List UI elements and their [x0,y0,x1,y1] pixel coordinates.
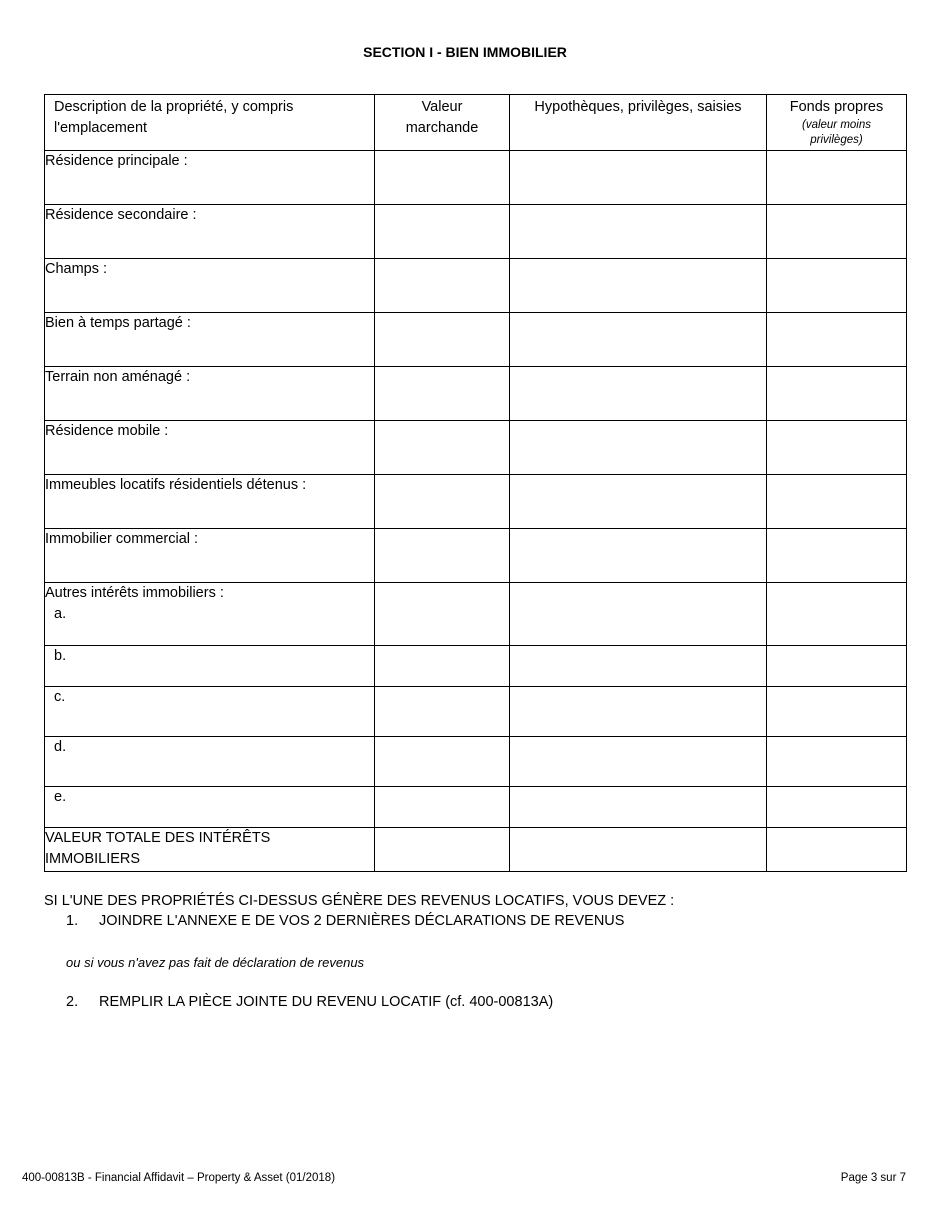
row-label: Résidence secondaire : [45,205,375,259]
table-row [45,259,907,313]
table-row-other-c [45,687,907,737]
equity-input[interactable] [767,583,907,646]
real-estate-table [44,94,907,872]
table-row-other-d [45,737,907,787]
rental-income-notice: SI L'UNE DES PROPRIÉTÉS CI-DESSUS GÉNÈRE DES REVENUS LOCATIFS, VOUS DEVEZ : [44,893,675,909]
market-value-input[interactable] [375,259,510,313]
table-row [45,421,907,475]
row-label: Résidence principale : [45,151,375,205]
instruction-text: JOINDRE L'ANNEXE E DE VOS 2 DERNIÈRES DÉCLARATIONS DE REVENUS [99,913,625,929]
market-value-input[interactable] [375,151,510,205]
page-number: Page 3 sur 7 [840,1172,906,1184]
liens-input[interactable] [510,787,767,828]
market-value-input[interactable] [375,421,510,475]
row-label: Bien à temps partagé : [45,313,375,367]
equity-input[interactable] [767,737,907,787]
instruction-text: REMPLIR LA PIÈCE JOINTE DU REVENU LOCATIF (cf. 400-00813A) [99,994,554,1010]
equity-input[interactable] [767,259,907,313]
header-description: Description de la propriété, y compris l'emplacement [45,95,375,151]
equity-input[interactable] [767,151,907,205]
equity-input[interactable] [767,646,907,687]
market-value-input[interactable] [375,737,510,787]
equity-input[interactable] [767,421,907,475]
liens-input[interactable] [510,529,767,583]
instruction-number: 2. [66,994,79,1010]
market-value-input[interactable] [375,205,510,259]
equity-input[interactable] [767,475,907,529]
liens-input[interactable] [510,421,767,475]
header-row [45,95,907,151]
equity-input[interactable] [767,687,907,737]
liens-input[interactable] [510,737,767,787]
table-row [45,151,907,205]
liens-input[interactable] [510,646,767,687]
table-row [45,205,907,259]
table-row [45,475,907,529]
total-equity-input[interactable] [767,828,907,872]
liens-input[interactable] [510,313,767,367]
row-label: Terrain non aménagé : [45,367,375,421]
liens-input[interactable] [510,259,767,313]
instruction-2 [66,994,553,1010]
table-row [45,313,907,367]
header-equity: Fonds propres (valeur moins privilèges) [767,95,907,151]
equity-input[interactable] [767,367,907,421]
instruction-number: 1. [66,913,79,929]
market-value-input[interactable] [375,787,510,828]
equity-input[interactable] [767,529,907,583]
equity-input[interactable] [767,787,907,828]
total-label: VALEUR TOTALE DES INTÉRÊTS IMMOBILIERS [45,828,375,872]
row-label: Immobilier commercial : [45,529,375,583]
equity-input[interactable] [767,313,907,367]
market-value-input[interactable] [375,529,510,583]
row-label: c. [45,687,375,737]
liens-input[interactable] [510,367,767,421]
liens-input[interactable] [510,151,767,205]
equity-input[interactable] [767,205,907,259]
row-label: Immeubles locatifs résidentiels détenus : [45,475,375,529]
alternative-note: ou si vous n'avez pas fait de déclaration de revenus [66,955,365,970]
market-value-input[interactable] [375,583,510,646]
table-row-other-e [45,787,907,828]
header-liens: Hypothèques, privilèges, saisies [510,95,767,151]
row-label: Résidence mobile : [45,421,375,475]
market-value-input[interactable] [375,313,510,367]
table-row-other-a [45,583,907,646]
instruction-1 [66,913,624,929]
market-value-input[interactable] [375,475,510,529]
section-title: SECTION I - BIEN IMMOBILIER [363,44,567,60]
total-liens-input[interactable] [510,828,767,872]
liens-input[interactable] [510,583,767,646]
market-value-input[interactable] [375,687,510,737]
liens-input[interactable] [510,687,767,737]
table-row [45,367,907,421]
row-label: d. [45,737,375,787]
total-market-value-input[interactable] [375,828,510,872]
row-label: e. [45,787,375,828]
market-value-input[interactable] [375,646,510,687]
liens-input[interactable] [510,475,767,529]
row-label: b. [45,646,375,687]
market-value-input[interactable] [375,367,510,421]
row-label: Champs : [45,259,375,313]
header-market-value: Valeur marchande [375,95,510,151]
row-label: Autres intérêts immobiliers : a. [45,583,375,646]
table-row [45,529,907,583]
table-row-other-b [45,646,907,687]
table-row-total [45,828,907,872]
liens-input[interactable] [510,205,767,259]
form-id-footer: 400-00813B - Financial Affidavit – Property & Asset (01/2018) [22,1172,336,1184]
